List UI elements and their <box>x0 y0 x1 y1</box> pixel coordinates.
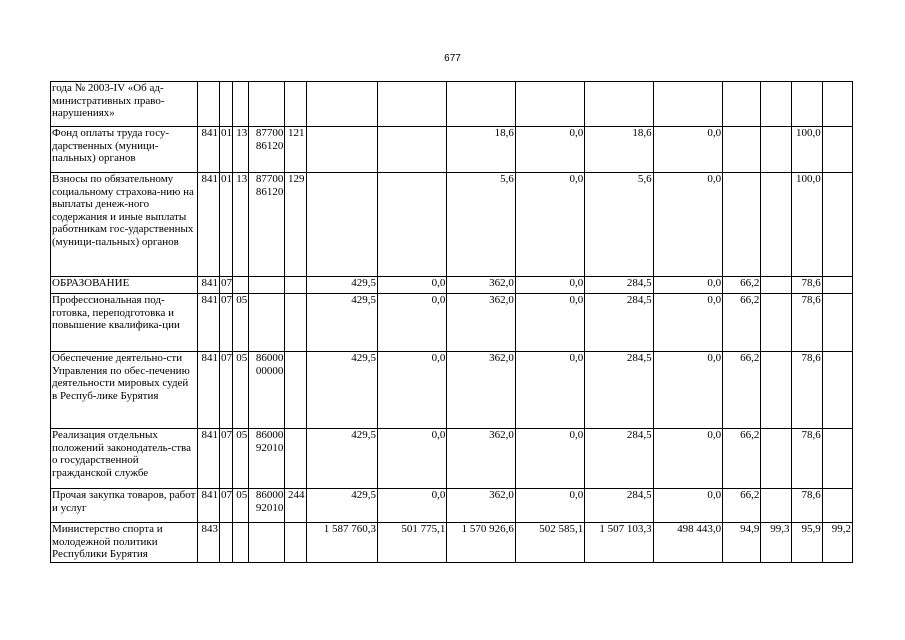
table-row <box>51 277 853 294</box>
row-name: Обеспечение деятельно-сти Управления по обес-печению деятельности мировых судей в Респуб-лике Бурятия <box>51 352 198 429</box>
admin-code: 841 <box>197 127 219 173</box>
percent-3 <box>791 82 822 127</box>
admin-code <box>197 82 219 127</box>
percent-2: 99,3 <box>761 523 791 563</box>
table-row <box>51 352 853 429</box>
admin-code: 841 <box>197 294 219 352</box>
value-6: 0,0 <box>653 352 722 429</box>
expense-type-code: 244 <box>285 489 306 523</box>
value-6: 0,0 <box>653 277 722 294</box>
percent-1 <box>723 173 761 277</box>
admin-code: 841 <box>197 352 219 429</box>
percent-4 <box>822 429 852 489</box>
expense-type-code <box>285 523 306 563</box>
percent-4 <box>822 173 852 277</box>
percent-4 <box>822 489 852 523</box>
value-3 <box>447 82 515 127</box>
target-article-code: 87700 86120 <box>249 173 285 277</box>
table-row <box>51 294 853 352</box>
percent-4: 99,2 <box>822 523 852 563</box>
percent-2 <box>761 127 791 173</box>
percent-4 <box>822 82 852 127</box>
admin-code: 841 <box>197 173 219 277</box>
expense-type-code: 129 <box>285 173 306 277</box>
percent-3: 78,6 <box>791 277 822 294</box>
value-5: 5,6 <box>585 173 653 277</box>
table-row <box>51 127 853 173</box>
value-3: 1 570 926,6 <box>447 523 515 563</box>
percent-4 <box>822 127 852 173</box>
row-name: Взносы по обязательному социальному страхова-нию на выплаты денеж-ного содержания и иные выплаты работникам гос-ударственных (муници-пальных) органов <box>51 173 198 277</box>
row-name: года № 2003-IV «Об ад-министративных право-нарушениях» <box>51 82 198 127</box>
section-code: 01 <box>220 127 233 173</box>
section-code <box>220 82 233 127</box>
value-2: 0,0 <box>377 352 446 429</box>
target-article-code <box>249 82 285 127</box>
expense-type-code <box>285 294 306 352</box>
subsection-code <box>233 82 249 127</box>
value-4: 502 585,1 <box>515 523 584 563</box>
value-4: 0,0 <box>515 352 584 429</box>
table-row <box>51 429 853 489</box>
admin-code: 841 <box>197 489 219 523</box>
row-name: Реализация отдельных положений законодатель-ства о государственной гражданской службе <box>51 429 198 489</box>
section-code: 07 <box>220 489 233 523</box>
value-2: 0,0 <box>377 277 446 294</box>
value-4: 0,0 <box>515 127 584 173</box>
section-code: 07 <box>220 294 233 352</box>
percent-3: 78,6 <box>791 429 822 489</box>
value-2: 0,0 <box>377 489 446 523</box>
row-name: Профессиональная под-готовка, переподготовка и повышение квалифика-ции <box>51 294 198 352</box>
percent-2 <box>761 429 791 489</box>
value-2: 501 775,1 <box>377 523 446 563</box>
value-5: 284,5 <box>585 294 653 352</box>
value-1: 429,5 <box>306 277 377 294</box>
subsection-code <box>233 523 249 563</box>
percent-1 <box>723 127 761 173</box>
percent-3: 95,9 <box>791 523 822 563</box>
percent-4 <box>822 294 852 352</box>
value-6: 0,0 <box>653 489 722 523</box>
section-code <box>220 523 233 563</box>
percent-1 <box>723 82 761 127</box>
row-name: Прочая закупка товаров, работ и услуг <box>51 489 198 523</box>
table-row <box>51 82 853 127</box>
page-number: 677 <box>444 53 461 64</box>
value-5: 284,5 <box>585 277 653 294</box>
percent-4 <box>822 352 852 429</box>
percent-1: 66,2 <box>723 352 761 429</box>
value-1 <box>306 173 377 277</box>
target-article-code <box>249 523 285 563</box>
value-2: 0,0 <box>377 294 446 352</box>
value-1: 429,5 <box>306 294 377 352</box>
percent-2 <box>761 489 791 523</box>
value-5: 1 507 103,3 <box>585 523 653 563</box>
target-article-code <box>249 277 285 294</box>
subsection-code <box>233 277 249 294</box>
percent-3: 78,6 <box>791 489 822 523</box>
percent-1: 66,2 <box>723 294 761 352</box>
section-code: 01 <box>220 173 233 277</box>
value-3: 362,0 <box>447 352 515 429</box>
subsection-code: 05 <box>233 294 249 352</box>
value-3: 5,6 <box>447 173 515 277</box>
percent-1: 66,2 <box>723 489 761 523</box>
admin-code: 841 <box>197 277 219 294</box>
value-1: 429,5 <box>306 429 377 489</box>
value-1: 429,5 <box>306 352 377 429</box>
subsection-code: 13 <box>233 127 249 173</box>
percent-2 <box>761 294 791 352</box>
value-1 <box>306 82 377 127</box>
percent-2 <box>761 173 791 277</box>
value-5: 18,6 <box>585 127 653 173</box>
percent-2 <box>761 277 791 294</box>
section-code: 07 <box>220 277 233 294</box>
target-article-code: 86000 00000 <box>249 352 285 429</box>
value-1: 429,5 <box>306 489 377 523</box>
percent-3: 78,6 <box>791 294 822 352</box>
percent-2 <box>761 352 791 429</box>
expense-type-code <box>285 352 306 429</box>
table-row <box>51 523 853 563</box>
expense-type-code: 121 <box>285 127 306 173</box>
percent-3: 78,6 <box>791 352 822 429</box>
budget-table <box>50 81 853 563</box>
admin-code: 841 <box>197 429 219 489</box>
target-article-code: 86000 92010 <box>249 429 285 489</box>
value-3: 18,6 <box>447 127 515 173</box>
value-4 <box>515 82 584 127</box>
value-4: 0,0 <box>515 277 584 294</box>
percent-3: 100,0 <box>791 173 822 277</box>
target-article-code <box>249 294 285 352</box>
target-article-code: 87700 86120 <box>249 127 285 173</box>
value-2 <box>377 127 446 173</box>
value-5: 284,5 <box>585 489 653 523</box>
subsection-code: 05 <box>233 429 249 489</box>
subsection-code: 13 <box>233 173 249 277</box>
value-4: 0,0 <box>515 429 584 489</box>
value-6: 0,0 <box>653 127 722 173</box>
value-5: 284,5 <box>585 352 653 429</box>
percent-1: 66,2 <box>723 429 761 489</box>
percent-1: 94,9 <box>723 523 761 563</box>
value-6: 0,0 <box>653 429 722 489</box>
value-3: 362,0 <box>447 489 515 523</box>
value-5: 284,5 <box>585 429 653 489</box>
percent-3: 100,0 <box>791 127 822 173</box>
row-name: ОБРАЗОВАНИЕ <box>51 277 198 294</box>
value-6: 498 443,0 <box>653 523 722 563</box>
table-row <box>51 173 853 277</box>
value-3: 362,0 <box>447 294 515 352</box>
value-4: 0,0 <box>515 173 584 277</box>
subsection-code: 05 <box>233 489 249 523</box>
row-name: Министерство спорта и молодежной политики Республики Бурятия <box>51 523 198 563</box>
section-code: 07 <box>220 352 233 429</box>
section-code: 07 <box>220 429 233 489</box>
percent-2 <box>761 82 791 127</box>
table-row <box>51 489 853 523</box>
percent-4 <box>822 277 852 294</box>
value-4: 0,0 <box>515 294 584 352</box>
subsection-code: 05 <box>233 352 249 429</box>
value-6: 0,0 <box>653 173 722 277</box>
value-3: 362,0 <box>447 277 515 294</box>
row-name: Фонд оплаты труда госу-дарственных (муници-пальных) органов <box>51 127 198 173</box>
value-4: 0,0 <box>515 489 584 523</box>
value-6 <box>653 82 722 127</box>
admin-code: 843 <box>197 523 219 563</box>
value-1: 1 587 760,3 <box>306 523 377 563</box>
value-3: 362,0 <box>447 429 515 489</box>
value-6: 0,0 <box>653 294 722 352</box>
value-2: 0,0 <box>377 429 446 489</box>
expense-type-code <box>285 277 306 294</box>
expense-type-code <box>285 82 306 127</box>
value-2 <box>377 173 446 277</box>
value-5 <box>585 82 653 127</box>
expense-type-code <box>285 429 306 489</box>
target-article-code: 86000 92010 <box>249 489 285 523</box>
value-1 <box>306 127 377 173</box>
percent-1: 66,2 <box>723 277 761 294</box>
value-2 <box>377 82 446 127</box>
